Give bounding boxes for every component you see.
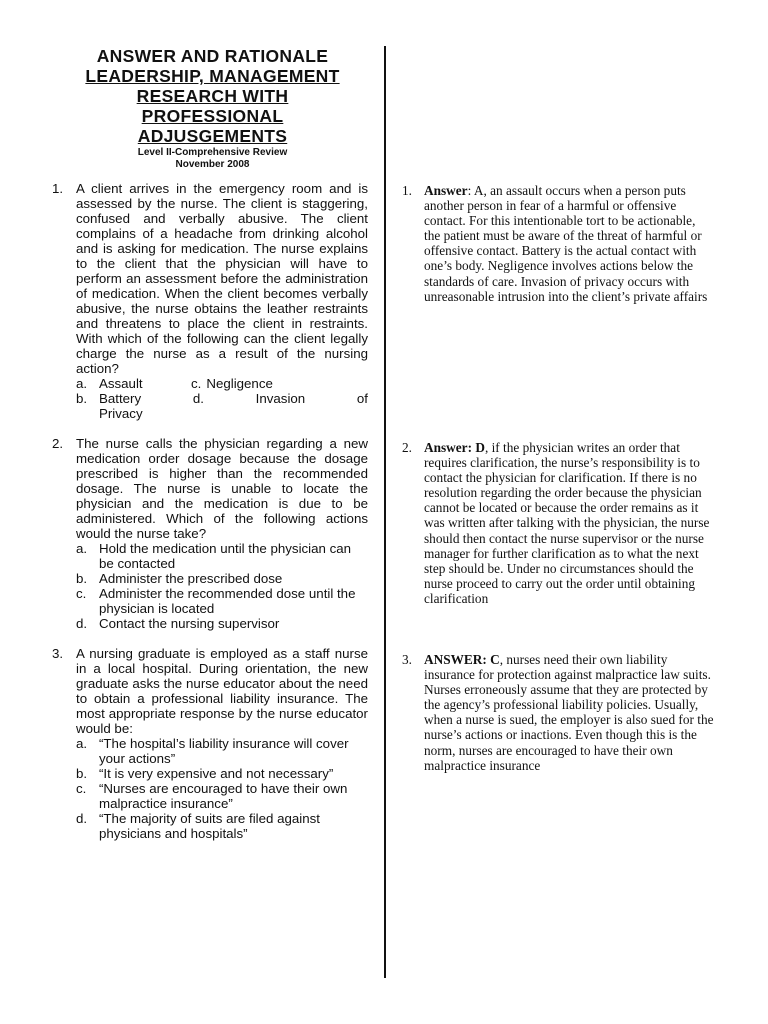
option-text: Battery (99, 391, 142, 406)
option-c (76, 586, 368, 616)
option-letter: a. (76, 376, 88, 391)
option-a (76, 541, 368, 571)
question-3 (52, 646, 368, 841)
question-stem: A nursing graduate is employed as a staff nurse in a local hospital. During orientation, the new graduate asks the nurse educator about the need to obtain a professional liability insurance. The most appropriate response by the nurse educator would be: (76, 646, 368, 736)
option-d (76, 811, 368, 841)
option-text: “The majority of suits are filed against physicians and hospitals” (99, 811, 320, 841)
question-number: 2. (52, 436, 64, 451)
answer-label: ANSWER: C (424, 652, 500, 667)
title-line-4: PROFESSIONAL (141, 106, 284, 126)
option-text: Negligence (206, 376, 273, 391)
option-text: of (356, 391, 368, 406)
answer-number: 3. (402, 652, 412, 667)
title-line-5: ADJUSGEMENTS (137, 126, 288, 146)
option-text: Assault (99, 376, 143, 391)
column-divider (384, 46, 386, 978)
option-letter: d. (192, 391, 204, 406)
title-line-3: RESEARCH WITH (136, 86, 289, 106)
answer-label: Answer: D (424, 440, 485, 455)
option-c (76, 781, 368, 811)
option-text: Administer the prescribed dose (99, 571, 283, 586)
option-letter: a. (76, 541, 88, 556)
option-text: Privacy (99, 406, 143, 421)
option-letter: a. (76, 736, 88, 751)
question-number: 3. (52, 646, 64, 661)
option-letter: b. (76, 571, 88, 586)
option-row (76, 376, 368, 391)
answer-rationale: , if the physician writes an order that requires clarification, the nurse’s responsibility is to contact the physician for clarification. If there is no resolution regarding the order because the physician cannot be located or because the order remains as it was written after talking with the physician, the nurse should then contact the nurse supervisor or the nurse manager for further clarification as to what the next step should be. Under no circumstances should the nurse proceed to carry out the order until obtaining clarification (424, 440, 710, 606)
question-1 (52, 181, 368, 421)
option-letter: c. (76, 586, 87, 601)
option-text: “Nurses are encouraged to have their own malpractice insurance” (99, 781, 348, 811)
option-text: Hold the medication until the physician can be contacted (99, 541, 352, 571)
document-header (50, 46, 375, 170)
option-text: “It is very expensive and not necessary” (99, 766, 334, 781)
answer-number: 1. (402, 183, 412, 198)
option-text: Invasion (255, 391, 306, 406)
answer-rationale: : A, an assault occurs when a person puts another person in fear of a harmful or offensive contact. For this intentionable tort to be actionable, the patient must be aware of the threat of harmful or offensive contact. Battery is the actual contact with one’s body. Negligence involves actions below the standards of care. Invasion of privacy occurs with unreasonable intrusion into the client’s private affairs (424, 183, 708, 304)
answer-1 (402, 183, 714, 304)
option-letter: c. (76, 781, 87, 796)
answer-2 (402, 440, 714, 606)
option-letter: b. (76, 766, 88, 781)
option-text: “The hospital’s liability insurance will cover your actions” (99, 736, 349, 766)
option-letter: b. (76, 391, 88, 406)
option-text: Administer the recommended dose until the physician is located (99, 586, 356, 616)
option-letter: d. (76, 811, 88, 826)
options-list (76, 736, 368, 841)
title-line-2: LEADERSHIP, MANAGEMENT (85, 66, 340, 86)
option-b (76, 571, 368, 586)
option-text: Contact the nursing supervisor (99, 616, 280, 631)
options-list (76, 541, 368, 631)
question-stem: The nurse calls the physician regarding a new medication order dosage because the dosage prescribed is higher than the recommended dosage. The nurse is unable to locate the physician and the medication is due to be administered. Which of the following actions would the nurse take? (76, 436, 368, 541)
option-letter: c. (191, 376, 202, 391)
subtitle-level: Level II-Comprehensive Review (137, 147, 288, 158)
option-b (76, 766, 368, 781)
question-number: 1. (52, 181, 64, 196)
answer-rationale: , nurses need their own liability insurance for protection against malpractice law suits. Nurses erroneously assume that they are protected by the agency’s professional liability policies. Usually, when a nurse is sued, the employer is also sued for the nurse’s actions or inactions. Even though this is the norm, nurses are encouraged to have their own malpractice insurance (424, 652, 714, 773)
subtitle-date: November 2008 (175, 158, 250, 170)
option-d (76, 616, 368, 631)
answer-number: 2. (402, 440, 412, 455)
title-line-1: ANSWER AND RATIONALE (96, 46, 329, 66)
option-row (76, 391, 368, 421)
answer-label: Answer (424, 183, 468, 198)
questions-column (52, 181, 368, 841)
option-a (76, 736, 368, 766)
question-stem: A client arrives in the emergency room and is assessed by the nurse. The client is staggering, confused and verbally abusive. The client complains of a headache from drinking alcohol and is asking for medication. The nurse explains to the client that the physician will have to perform an assessment before the administration of medication. When the client becomes verbally abusive, the nurse obtains the leather restraints and threatens to place the client in restraints. With which of the following can the client legally charge the nurse as a result of the nursing action? (76, 181, 368, 376)
option-letter: d. (76, 616, 88, 631)
question-2 (52, 436, 368, 631)
answer-3 (402, 652, 714, 773)
